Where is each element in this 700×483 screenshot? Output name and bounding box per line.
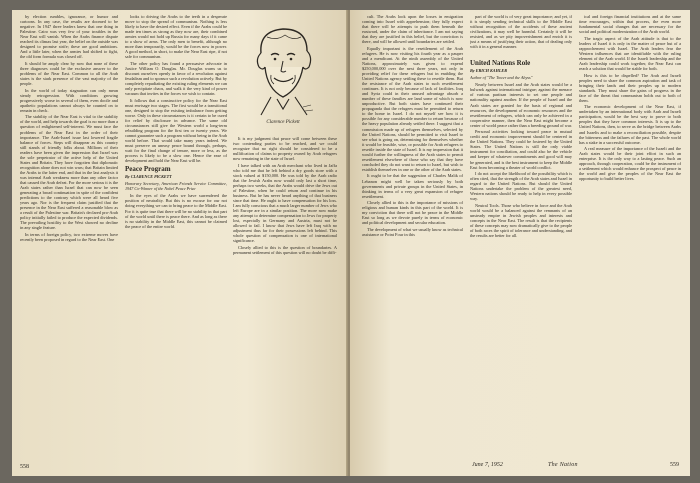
paragraph: In the eyes of the Arabs we have surrendered the position of neutrality. But this is no excuse for our not doing everything we can to bring peace to the Middle East. For it is quite true that there will be no stability in that part of the world until there is peace there. And as long as there is no stability in the Middle East, this cannot be claimed the peace of the entire world.: [125, 193, 227, 229]
illustration-caption: Clarence Pickett: [266, 120, 300, 125]
paragraph: The other policy has found a persuasive advocate in Justice William O. Douglas. Mr. Douglas warns us to discount ourselves openly in favor of a revolution against feudalism and to sponsor such a revolution actively. But by completely repudiating the existing ruling elements we can only precipitate chaos, and walk it the very kind of power vacuum that invites in the forces we wish to contain.: [125, 60, 227, 97]
byline-note: Honorary Secretary, American Friends Service Committee, 1947 Co-Winner of the Nobel Peace Prize: [125, 181, 227, 192]
paragraph: Nearly between Israel and the Arab states would be a bulwark against international intrigue; against the menace of various partisan interests to set one people and nationality against another. If the people of Israel and the Arab states are granted for the basis of regional and resources, the development of economic resources and the resettlement of refugees, which can only be achieved in a cooperative manner, then the Near East might become a center of world peace rather than a breeding ground of war.: [470, 82, 572, 128]
byline-note: Author of "The Tower and the Abyss": [470, 75, 533, 81]
page-number-left: 558: [20, 464, 29, 470]
paragraph: I do not accept the likelihood of the possibility which is often cited, that the strength of the Arab states and Israel in regard to the United Nations. But should the United Nations undertake the problem of the greatest need, Western nations should be ready to help in every possible way.: [470, 171, 572, 202]
page-number-right: 559: [670, 462, 679, 468]
paragraph: It is my judgment that peace will come between these two contending parties to be reached, and we could recognize that no right should be considered to be a nullification of claims to property owned by Arab refugees now remaining in the state of Israel.: [233, 136, 337, 162]
right-page: [350, 10, 690, 476]
paragraph: In the world of today stagnation can only mean steady retrogression. With conditions growing progressively worse in several of them, even docile and apathetic populations cannot always be counted on to remain in check.: [20, 87, 118, 113]
paragraph: The development of what we usually know as technical assistance or Point Four in this: [362, 226, 463, 237]
paragraph: ical and foreign financial institutions and at the same time encourages, within that process, the even more fundamental social changes that are necessary for the social and political modernization of the Arab world.: [579, 14, 681, 35]
paragraph: The economic development of the Near East, if undertaken by an international body with Arab and Israeli participation, would be the best way to prove to both peoples that they have common interests. It is up to the United Nations, then, to serve as the bridge between Arabs and Israelis and to make a reconciliation possible, despite the bitterness and the failures of the past. The whole world has a stake in a successful outcome.: [579, 104, 681, 145]
right-column-3: [579, 14, 681, 454]
paragraph: Equally important is the resettlement of the Arab refugees. He is now visiting his fourth year as a pauper and a mendicant. At the ninth assembly of the United Nations, approximately was given to expend $250,000,000 over the next three years, not only in providing relief for these refugees but in enabling the United Nations agency settling these to resettle them. But the resistance of the Arab states to such resettlement continues. It is not only because of lack of facilities. Iraq and Syria could in their unused advantage absorb a number of these families are land some of which is now unproductive. But both states have continued their propaganda that the refugees must be permitted to return to the home in Israel. I do not myself see how it is possible for any considerable number to return because of the heavy population already settled there. I suggest that a commission made up of refugees themselves, selected by the United Nations, should be permitted to visit Israel to see what is going on, determining for themselves whether it would be feasible, wise, or possible for Arab refugees to resettle inside the state of Israel. It is my impression that it would further the willingness of the Arab states to permit resettlement elsewhere of those who say that they have concluded they do not want to return to Israel, but wish to establish themselves in one or the other of the Arab states.: [362, 45, 463, 172]
left-column-1: [20, 14, 118, 462]
section-heading: Peace Program: [125, 165, 171, 174]
paragraph: It should be amply clear by now that none of these three diagnoses could be the exclusive answer to the problems of the Near East. Common to all the Arab states is the stark presence of the vast majority of the people.: [20, 60, 118, 87]
section-heading: United Nations Role: [470, 59, 531, 68]
issue-date: June 7, 1952: [472, 462, 503, 468]
paragraph: I have talked with an Arab merchant who lived in Jaffa who told me that he left behind a dry goods store with a stock valued at $150,000. He was told by the Arab radio that the Jewish Arabs now would only last a short time, perhaps two weeks, that the Arabs would drive the Jews out of Palestine, when he could return and continue in his business. But he has never heard anything of that business since that time. He ought to have compensation for his loss. I am fully conscious that a much larger number of Jews who left Europe are in a similar position. The more now make any attempt to determine compensation to Jews for property lost, especially in Germany and Austria, must not be allowed to fail. I know that Jews have left Iraq with no adjustment thus far for their possessions left behind. This whole question of compensation is one of international significance.: [233, 162, 337, 244]
paragraph: The stability of the Near East is vital to the stability of the world, and help towards the goal is no more than a question of enlightened self-interest. We must face the problems of the Near East in the order of their importance. The Arab-Israel issue last lowered fragile balance of forces. Steps will disappear as this country still stands of friendly folks about. Millions of their readers have been given the impression that Israel was the sole perpetrator of the active help of the United States and Britain. They have forgotten that diplomatic recognition alone does not win wars; that Britain limited the Arabs to the latter end, and that in the last analysis it was internal Arab weakness more than any other factor that caused the Arab defeat. For the more serious it is the Arab states rather than Israel that can now be seen generating a broad continuation in spite of the confident predictions to the contrary which were all heard five years ago. Nor is the frequent claim justified that the presence in the Near East suffered a reasonable blow as a result of the Palestine war. Britain's declared pro-Arab policy initially failed to produce the expected dividends. The prevailing hostility to the West showed no decline in any single feature.: [20, 114, 118, 231]
paragraph: It follows that a constructive policy for the Near East must envisage two stages. The first would be a transitional one, designed to stop the existing imbalance from getting worse. Only in these circumstances is it certain to be cured for relief by disclosure in advance. The same old circumstances still give the Western world a long-term rebuilding program for the first ten or twenty years. We cannot guarantee such a program without being in the Arab world before. That would take many years indeed. We must preserve an uneasy peace bound through, perhaps, wait for the final change of tenure, more or less, as the process is likely to be a slow one. Hence the ease of development and hold the Near East will be.: [125, 97, 227, 164]
paragraph: The tragic aspect of the Arab attitude is that to the leaders of Israel it is only in the matter of peace but of a rapprochement with Israel. The Arab leaders fear the Western influences that are identifiable with the ruling element of the Arab world. If the Israeli leadership and the Arab leadership could work together, the Near East can reach a solution that would be stable for both.: [579, 35, 681, 71]
magazine-name: The Nation: [548, 462, 578, 468]
paragraph: Closely allied to this is the importance of missions of religious and human kinds in this part of the world. It is my conviction that there will not be peace in the Middle East so long as we devote purely in terms of economic and political development and secular education.: [362, 200, 463, 226]
paragraph: A real measure of the importance of the Israeli and the Arab states would be their joint effort in such an enterprise. It is the only way to a lasting peace. Such an approach, through cooperation, could be the instrument of a settlement which would enhance the prospect of peace in the world and give the peoples of the Near East the opportunity to build better lives.: [579, 146, 681, 182]
byline: By ERICH KAHLER: [470, 68, 507, 74]
right-column-2: [470, 14, 572, 454]
paragraph: Personal activities looking toward peace in mutual credit and economic improvement should be centered in the United Nations. They could be fostered by the United States. The United Nations is still the only viable instrument for conciliation, and could also be the vehicle and keeper of whatever commitments and good will may be generated, and is the best instrument to keep the Middle East from becoming a theater of world conflict.: [470, 129, 572, 170]
paragraph: Closely allied to this is the question of boundaries. A permanent settlement of this question will no doubt be diffi-: [233, 244, 337, 256]
paragraph: looks to driving the Arabs to the teeth in a desperate move to stop the spread of communism. Nothing is less likely to have the desired effect. Even if the Arabs could be made ten times as strong as they now are, their combined armies would not hold up Russia for many days if it came to a show of arms. The only men to benefit, although no more than temporarily, would be the forces now in power. A good method, in short, to make the Near East ripe, if not safe for communism.: [125, 14, 227, 60]
paragraph: by election rumbles, ignorance, or humor and cartoons. In any case, the results are doomed to be negative. In 1947 three leaders knew that one thing in Palestine. Cairo was very few of your troubles in the Near East will vanish. When the Arabs finance dispute reached its climax last year, the belief on the outside was designed to promise strife; these are good ambitions. And a little later, when the armies had shifted to fight, the old form formula was closed off.: [20, 14, 118, 60]
paragraph: It ought to be that the suggestion of Charles Malik of Lebanon might well be taken seriously by both governments and private groups in the United States, in thinking in terms of a very great expansion of refugee resettlement.: [362, 173, 463, 199]
left-column-3: [233, 136, 337, 462]
left-page: [12, 10, 348, 476]
caricature-illustration: [241, 23, 325, 117]
paragraph: cult. The Arabs look upon the losses in emigration coming into Israel with apprehension; they fully expect that there will be attempts to push them beneath the eastward, under the claim of inheritance. I am not saying that they are justified in this belief, but the conviction is there, and will be allowed until boundaries are settled.: [362, 14, 463, 45]
byline: By CLARENCE PICKETT: [125, 174, 172, 180]
left-column-2: [125, 14, 227, 462]
paragraph: Neutral Tools. Those who believe in force and the Arab world would be a balanced against the remnants of an unsteady empire in Jewish peoples and interests and concepts in the Near East. The result is that the recipients of these concepts may now dramatically give to the people of both races the spirit of tolerance and understanding, and the results are better for all.: [470, 202, 572, 239]
paragraph: part of the world is of very great importance; and yet, if it is simply sending technical skills to the Middle East without recognition of the accidents of these ancient civilizations, it may well be harmful. Certainly it will be resisted, and as we pity impoverishment and enrich it is just a means of justifying their action, that of dealing only with it in a general manner.: [470, 14, 572, 50]
paragraph: In terms of foreign policy, two extreme moves have recently been proposed in regard to the Near East. One: [20, 231, 118, 243]
paragraph: How is this to be dispelled? The Arab and Israeli peoples need to share the common aspiration and task of bringing their lands and their peoples up to modern standards. They must share the gains of progress in the face of the threat that communism holds out to both of them.: [579, 72, 681, 103]
right-column-1: [362, 14, 463, 454]
